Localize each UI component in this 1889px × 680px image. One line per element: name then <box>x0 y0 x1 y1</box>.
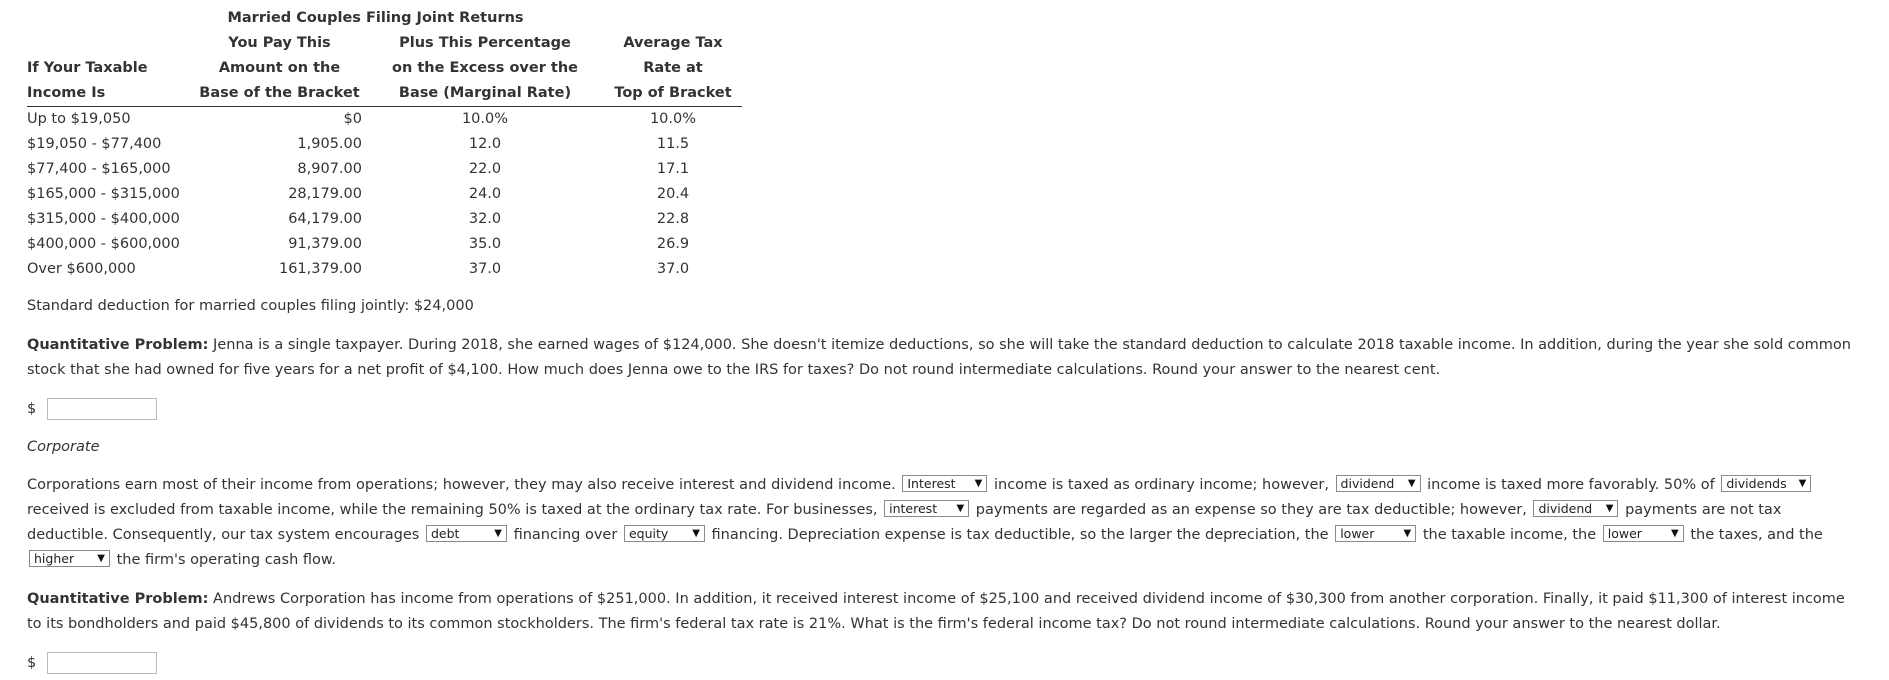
bracket-range: $77,400 - $165,000 <box>27 161 171 177</box>
average-rate: 37.0 <box>656 261 690 277</box>
average-rate: 10.0% <box>649 111 697 127</box>
marginal-rate: 24.0 <box>468 186 502 202</box>
marginal-rate: 35.0 <box>468 236 502 252</box>
dropdown-value: higher <box>34 551 75 566</box>
problem1-answer-row <box>27 397 1862 421</box>
marginal-rate: 32.0 <box>468 211 502 227</box>
marginal-rate: 12.0 <box>468 136 502 152</box>
col1-header-line1: If Your Taxable <box>27 60 148 76</box>
dropdown-excluded-income[interactable] <box>1721 475 1811 492</box>
bracket-range: Up to $19,050 <box>27 111 131 127</box>
dropdown-value: dividend <box>1538 501 1593 516</box>
dropdown-value: dividend <box>1340 476 1395 491</box>
base-amount: 8,907.00 <box>297 161 362 177</box>
dropdown-value: debt <box>430 526 460 541</box>
base-amount: $0 <box>343 111 362 127</box>
text-segment: payments are not tax deductible. Consequently, our tax system encourages <box>27 502 1782 543</box>
text-segment: the taxes, and the <box>1690 527 1823 543</box>
dropdown-arrow-icon: ▼ <box>974 478 983 489</box>
average-rate: 20.4 <box>656 186 690 202</box>
table-group-header: Married Couples Filing Joint Returns <box>227 10 524 26</box>
table-row <box>27 232 742 257</box>
col4-header-line1: Average Tax <box>623 35 723 51</box>
col1-header-line2: Income Is <box>27 81 193 107</box>
table-row <box>27 157 742 182</box>
section-title-corporate: Corporate <box>27 439 100 455</box>
bracket-range: $165,000 - $315,000 <box>27 186 180 202</box>
problem1-text <box>27 333 1862 383</box>
dropdown-value: Interest <box>907 476 956 491</box>
dropdown-cash-flow-effect[interactable] <box>29 550 110 567</box>
currency-symbol: $ <box>27 655 37 671</box>
average-rate: 11.5 <box>656 136 690 152</box>
problem2-answer-input[interactable] <box>47 652 157 674</box>
standard-deduction-note: Standard deduction for married couples filing jointly: $24,000 <box>27 298 474 314</box>
dropdown-value: lower <box>1340 526 1375 541</box>
dropdown-value: lower <box>1607 526 1642 541</box>
problem2-answer-row <box>27 651 1862 675</box>
text-segment: the taxable income, the <box>1422 527 1597 543</box>
problem1-label: Quantitative Problem: <box>27 337 209 353</box>
text-segment: financing. Depreciation expense is tax deductible, so the larger the depreciation, the <box>711 527 1329 543</box>
dropdown-deductible-payment[interactable] <box>884 500 969 517</box>
problem2-body: Andrews Corporation has income from operations of $251,000. In addition, it received interest income of $25,100 and received dividend income of $30,300 from another corporation. Finally, it paid $11,300 of interest income to its bondholders and paid $45,800 of dividends to its common stockholders. The firm's federal tax rate is 21%. What is the firm's federal income tax? Do not round intermediate calculations. Round your answer to the nearest dollar. <box>27 591 1845 632</box>
problem2-label: Quantitative Problem: <box>27 591 209 607</box>
base-amount: 161,379.00 <box>278 261 362 277</box>
col2-header-line2: Amount on the <box>218 60 341 76</box>
average-rate: 22.8 <box>656 211 690 227</box>
table-row <box>27 132 742 157</box>
dropdown-arrow-icon: ▼ <box>97 553 105 564</box>
table-row <box>27 207 742 232</box>
dropdown-arrow-icon: ▼ <box>1403 528 1412 539</box>
marginal-rate: 37.0 <box>468 261 502 277</box>
table-row <box>27 257 742 282</box>
dropdown-arrow-icon: ▼ <box>692 528 700 539</box>
bracket-range: Over $600,000 <box>27 261 136 277</box>
dropdown-arrow-icon: ▼ <box>1671 528 1679 539</box>
dropdown-arrow-icon: ▼ <box>494 528 502 539</box>
bracket-range: $19,050 - $77,400 <box>27 136 162 152</box>
base-amount: 1,905.00 <box>297 136 362 152</box>
dropdown-taxable-income-effect[interactable] <box>1335 525 1416 542</box>
text-segment: financing over <box>513 527 618 543</box>
dropdown-arrow-icon: ▼ <box>956 503 965 514</box>
average-rate: 17.1 <box>656 161 690 177</box>
dropdown-value: interest <box>889 501 938 516</box>
col3-header-line1: Plus This Percentage <box>399 35 571 51</box>
text-segment: received is excluded from taxable income, while the remaining 50% is taxed at the ordinary tax rate. For businesses, <box>27 502 878 518</box>
dropdown-arrow-icon: ▼ <box>1407 478 1416 489</box>
col2-header-line1: You Pay This <box>228 35 331 51</box>
col3-header-line3: Base (Marginal Rate) <box>366 81 604 107</box>
text-segment: income is taxed as ordinary income; however, <box>993 477 1329 493</box>
dropdown-value: dividends <box>1726 476 1787 491</box>
bracket-range: $315,000 - $400,000 <box>27 211 180 227</box>
col4-header-line3: Top of Bracket <box>604 81 742 107</box>
base-amount: 91,379.00 <box>288 236 362 252</box>
table-row <box>27 182 742 207</box>
currency-symbol: $ <box>27 401 37 417</box>
dropdown-income-type-1[interactable] <box>902 475 987 492</box>
text-segment: the firm's operating cash flow. <box>116 552 337 568</box>
col3-header-line2: on the Excess over the <box>391 60 578 76</box>
dropdown-arrow-icon: ▼ <box>1798 478 1807 489</box>
base-amount: 28,179.00 <box>288 186 362 202</box>
dropdown-income-type-2[interactable] <box>1336 475 1421 492</box>
dropdown-arrow-icon: ▼ <box>1605 503 1614 514</box>
tax-bracket-table <box>27 6 742 282</box>
base-amount: 64,179.00 <box>288 211 362 227</box>
col2-header-line3: Base of the Bracket <box>193 81 366 107</box>
dropdown-nondeductible-payment[interactable] <box>1533 500 1618 517</box>
marginal-rate: 22.0 <box>468 161 502 177</box>
corporate-paragraph <box>27 473 1862 573</box>
problem2-text <box>27 587 1862 637</box>
average-rate: 26.9 <box>656 236 690 252</box>
problem1-body: Jenna is a single taxpayer. During 2018, she earned wages of $124,000. She doesn't itemize deductions, so she will take the standard deduction to calculate 2018 taxable income. In addition, during the year she sold common stock that she had owned for five years for a net profit of $4,100. How much does Jenna owe to the IRS for taxes? Do not round intermediate calculations. Round your answer to the nearest cent. <box>27 337 1851 378</box>
text-segment: income is taxed more favorably. 50% of <box>1427 477 1715 493</box>
problem1-answer-input[interactable] <box>47 398 157 420</box>
dropdown-encouraged-financing[interactable] <box>426 525 507 542</box>
dropdown-taxes-effect[interactable] <box>1603 525 1684 542</box>
dropdown-other-financing[interactable] <box>624 525 705 542</box>
marginal-rate: 10.0% <box>461 111 509 127</box>
text-segment: Corporations earn most of their income from operations; however, they may also receive interest and dividend income. <box>27 477 896 493</box>
table-row <box>27 107 742 133</box>
bracket-range: $400,000 - $600,000 <box>27 236 180 252</box>
text-segment: payments are regarded as an expense so they are tax deductible; however, <box>975 502 1527 518</box>
col4-header-line2: Rate at <box>643 60 703 76</box>
dropdown-value: equity <box>628 526 669 541</box>
